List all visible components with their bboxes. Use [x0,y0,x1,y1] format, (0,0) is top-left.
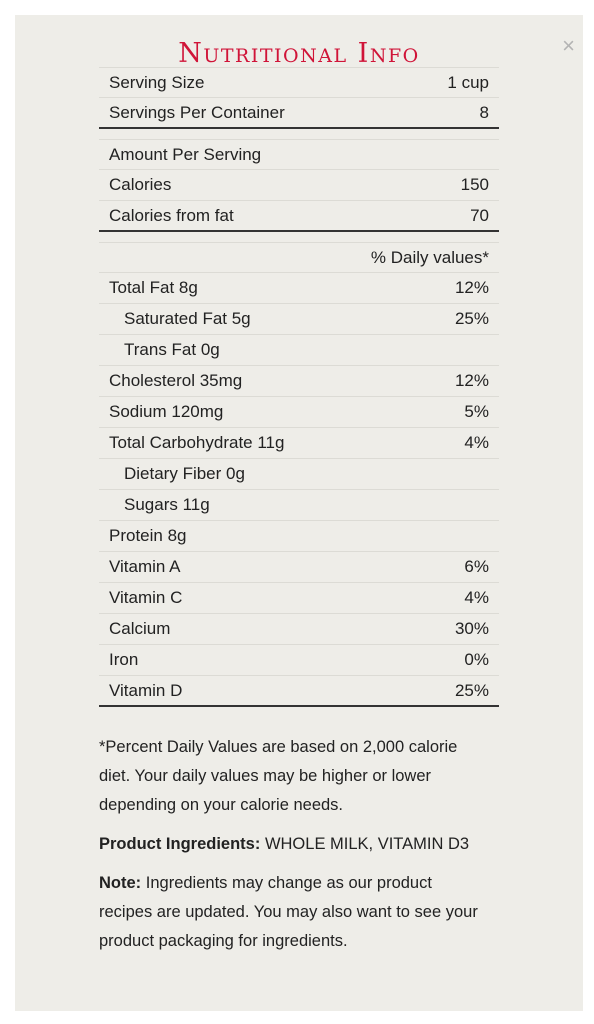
row-label: Saturated Fat 5g [124,309,251,328]
row-value: 8 [479,102,489,122]
nutrient-row [99,490,499,521]
row-label: Calcium [109,619,171,638]
note-text: Ingredients may change as our product recipes are updated. You may also want to see your product packaging for ingredients. [99,874,478,950]
row-label: Vitamin A [109,557,181,576]
row-label: Total Fat 8g [109,278,198,297]
note-paragraph [99,869,489,956]
row-value: 25% [454,309,489,328]
row-label: Calories from fat [109,205,234,225]
row-value: 12% [454,371,489,390]
nutrient-row [99,397,499,428]
calories-from-fat-row [99,201,499,232]
ingredients-label: Product Ingredients: [99,835,261,853]
nutrient-row [99,459,499,490]
daily-values-header-row [99,242,499,273]
row-label: Total Carbohydrate 11g [109,433,285,452]
row-label: Servings Per Container [109,102,285,122]
row-label: Protein 8g [109,526,187,545]
modal-title: Nutritional Info [178,38,420,69]
row-label: Vitamin C [109,588,183,607]
nutrient-row [99,428,499,459]
nutrient-row [99,335,499,366]
row-label: Trans Fat 0g [124,340,220,359]
row-label: Sodium 120mg [109,402,224,421]
row-value: 4% [464,588,489,607]
row-label: Serving Size [109,72,205,92]
nutrient-row [99,645,499,676]
row-label: Sugars 11g [124,495,210,514]
servings-per-container-row [99,98,499,129]
nutrient-row [99,521,499,552]
row-value: 1 cup [447,72,489,92]
note-label: Note: [99,874,142,892]
serving-size-row [99,67,499,98]
row-value: 70 [470,205,489,225]
row-value: 25% [454,680,489,700]
daily-values-header: % Daily values* [370,247,489,267]
row-value: 0% [464,650,489,669]
row-value: 150 [460,175,489,194]
close-icon[interactable]: × [562,33,575,58]
row-value: 4% [464,433,489,452]
calories-row [99,170,499,201]
nutrient-row [99,304,499,335]
nutrient-row [99,614,499,645]
nutrient-row [99,366,499,397]
amount-per-serving-row [99,139,499,170]
nutrition-modal [15,15,583,1011]
row-label: Calories [109,175,172,194]
row-label: Cholesterol 35mg [109,371,243,390]
nutrient-row [99,552,499,583]
footnote: *Percent Daily Values are based on 2,000 calorie diet. Your daily values may be higher or lower depending on your calorie needs. [99,738,458,814]
nutrition-footer [99,733,489,966]
nutrition-table [99,67,499,707]
nutrient-row [99,273,499,304]
row-value: 6% [464,557,489,576]
ingredients-paragraph [99,830,489,859]
row-value: 12% [454,278,489,297]
row-label: Amount Per Serving [109,144,262,164]
row-label: Dietary Fiber 0g [124,464,245,483]
row-value: 5% [464,402,489,421]
nutrient-row [99,676,499,707]
nutrient-row [99,583,499,614]
row-label: Vitamin D [109,680,183,700]
ingredients-text: WHOLE MILK, VITAMIN D3 [264,835,470,853]
row-label: Iron [109,650,139,669]
row-value: 30% [454,619,489,638]
